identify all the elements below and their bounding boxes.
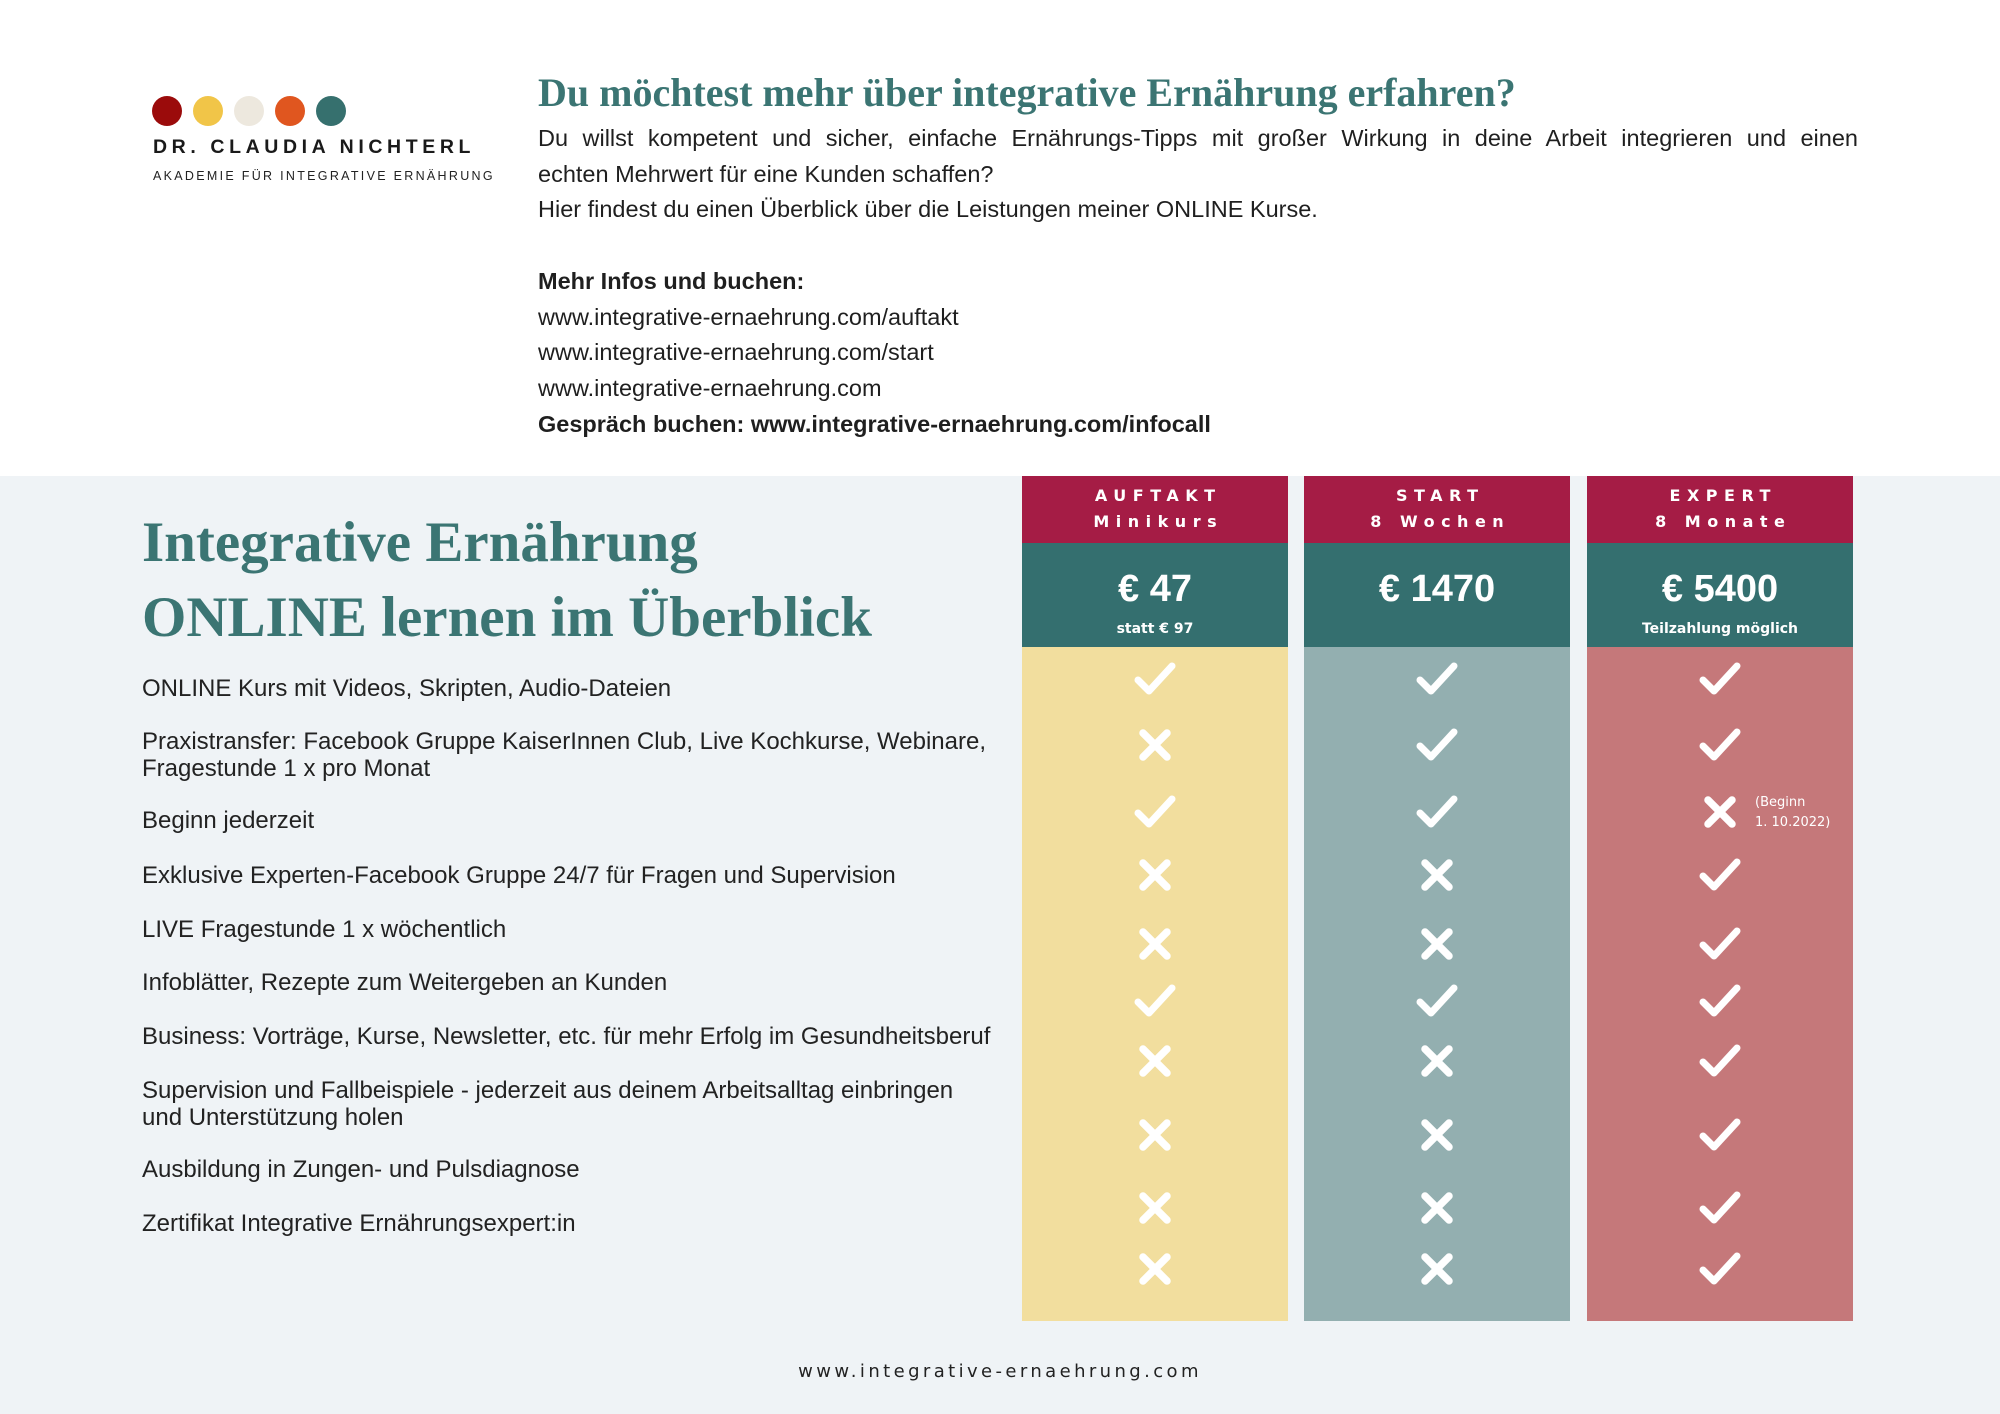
plan-price-note: statt € 97	[1116, 621, 1194, 637]
feature-text: Zertifikat Integrative Ernährungsexpert:in	[142, 1210, 576, 1237]
check-icon	[1698, 726, 1742, 764]
plan-note	[1755, 793, 1830, 833]
plan-price: € 1470	[1378, 568, 1496, 610]
intro-line: Hier findest du einen Überblick über die Leistungen meiner ONLINE Kurse.	[538, 196, 1318, 223]
check-icon	[1698, 925, 1742, 963]
link-home[interactable]: www.integrative-ernaehrung.com	[538, 375, 882, 402]
check-icon	[1133, 660, 1177, 698]
plan-price: € 47	[1118, 568, 1192, 610]
plan-price-box	[1304, 543, 1570, 647]
cross-icon	[1137, 1117, 1173, 1153]
check-icon	[1133, 982, 1177, 1020]
feature-text: Beginn jederzeit	[142, 807, 315, 834]
check-icon	[1698, 1042, 1742, 1080]
feature-text: und Unterstützung holen	[142, 1103, 404, 1131]
brand-name: DR. CLAUDIA NICHTERL	[153, 136, 476, 158]
link-start[interactable]: www.integrative-ernaehrung.com/start	[538, 339, 934, 366]
logo-dot-red	[152, 96, 182, 126]
cross-icon	[1137, 857, 1173, 893]
plan-features	[1022, 647, 1288, 1321]
more-info-label: Mehr Infos und buchen:	[538, 268, 805, 294]
plan-price-box	[1587, 543, 1853, 647]
feature-text: Fragestunde 1 x pro Monat	[142, 754, 431, 782]
plan-features	[1587, 647, 1853, 1321]
plan-features	[1304, 647, 1570, 1321]
cross-icon	[1419, 1190, 1455, 1226]
call-label: Gespräch buchen:	[538, 410, 745, 437]
logo-dot-yellow	[193, 96, 223, 126]
plan-name: START	[1395, 486, 1485, 505]
feature-text: ONLINE Kurs mit Videos, Skripten, Audio-Dateien	[142, 675, 672, 702]
feature-text: Exklusive Experten-Facebook Gruppe 24/7 für Fragen und Supervision	[142, 862, 896, 889]
feature-text: Business: Vorträge, Kurse, Newsletter, etc. für mehr Erfolg im Gesundheitsberuf	[142, 1023, 991, 1050]
plan-header	[1587, 476, 1853, 543]
plan-price: € 5400	[1661, 568, 1779, 610]
cross-icon	[1137, 926, 1173, 962]
logo-dots	[152, 96, 346, 126]
cross-icon	[1419, 1251, 1455, 1287]
cross-icon	[1419, 1117, 1455, 1153]
cross-icon	[1419, 857, 1455, 893]
logo-dot-orange	[275, 96, 305, 126]
cross-icon	[1137, 1190, 1173, 1226]
feature-text: Praxistransfer: Facebook Gruppe KaiserInnen Club, Live Kochkurse, Webinare,	[142, 728, 986, 755]
more-info-block	[538, 264, 1858, 442]
overview-title	[142, 505, 872, 655]
plan-price-note: Teilzahlung möglich	[1641, 621, 1799, 637]
check-icon	[1698, 660, 1742, 698]
cross-icon	[1137, 1251, 1173, 1287]
check-icon	[1415, 660, 1459, 698]
logo-dot-cream	[234, 96, 264, 126]
plan-duration: Minikurs	[1093, 512, 1224, 531]
plan-header	[1022, 476, 1288, 543]
check-icon	[1698, 1189, 1742, 1227]
check-icon	[1415, 726, 1459, 764]
plan-note-line: 1. 10.2022)	[1755, 815, 1831, 830]
intro-line: echten Mehrwert für eine Kunden schaffen?	[538, 160, 994, 187]
logo-dot-teal	[316, 96, 346, 126]
cross-icon	[1137, 1043, 1173, 1079]
plan-auftakt	[1022, 476, 1288, 1321]
check-icon	[1698, 1250, 1742, 1288]
cross-icon	[1419, 1043, 1455, 1079]
check-icon	[1133, 793, 1177, 831]
brand-tagline: AKADEMIE FÜR INTEGRATIVE ERNÄHRUNG	[153, 169, 495, 183]
feature-text: Infoblätter, Rezepte zum Weitergeben an Kunden	[142, 969, 668, 996]
intro-line: Du willst kompetent und sicher, einfache Ernährungs-Tipps mit großer Wirkung in deine Arbeit integrieren und einen	[538, 125, 1858, 151]
plan-name: EXPERT	[1669, 486, 1777, 505]
plan-expert	[1587, 476, 1853, 1321]
check-icon	[1698, 856, 1742, 894]
overview-title-line: ONLINE lernen im Überblick	[142, 586, 872, 649]
link-infocall[interactable]: www.integrative-ernaehrung.com/infocall	[750, 410, 1211, 437]
feature-text: Ausbildung in Zungen- und Pulsdiagnose	[142, 1156, 580, 1183]
plan-duration: 8 Monate	[1655, 512, 1792, 531]
footer-url[interactable]: www.integrative-ernaehrung.com	[798, 1361, 1202, 1382]
plan-start	[1304, 476, 1570, 1321]
check-icon	[1698, 1116, 1742, 1154]
check-icon	[1415, 982, 1459, 1020]
plan-note-line: (Beginn	[1755, 795, 1806, 810]
call-booking	[538, 407, 1858, 443]
feature-text: Supervision und Fallbeispiele - jederzeit aus deinem Arbeitsalltag einbringen	[142, 1077, 954, 1104]
feature-text: LIVE Fragestunde 1 x wöchentlich	[142, 916, 507, 943]
plan-name: AUFTAKT	[1094, 486, 1222, 505]
check-icon	[1415, 793, 1459, 831]
plan-duration: 8 Wochen	[1370, 512, 1511, 531]
cross-icon	[1702, 794, 1738, 830]
plan-price-box	[1022, 543, 1288, 647]
cross-icon	[1419, 926, 1455, 962]
overview-title-line: Integrative Ernährung	[142, 511, 698, 574]
intro-paragraph	[538, 121, 1858, 228]
check-icon	[1698, 982, 1742, 1020]
link-auftakt[interactable]: www.integrative-ernaehrung.com/auftakt	[538, 303, 959, 330]
intro-heading: Du möchtest mehr über integrative Ernährung erfahren?	[538, 70, 1516, 115]
cross-icon	[1137, 727, 1173, 763]
plan-header	[1304, 476, 1570, 543]
